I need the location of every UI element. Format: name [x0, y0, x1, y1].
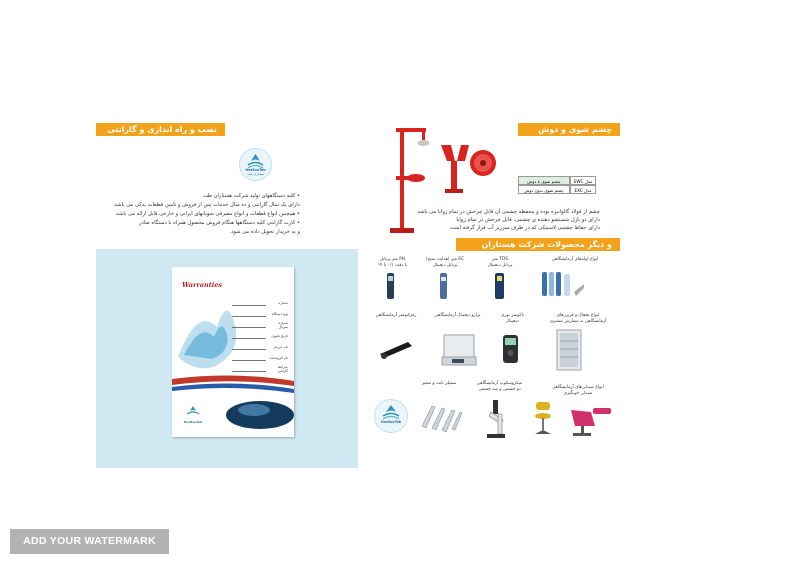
form-field-label: نام خریدار	[273, 344, 288, 349]
microscope-icon	[483, 398, 509, 440]
model-desc: چشم شوی بدون دوش	[518, 185, 570, 194]
company-logo-bottom	[374, 399, 408, 433]
ph-meter-icon	[380, 272, 402, 302]
warranty-card	[172, 267, 294, 437]
product-caption: EC متر (هدایت سنج)	[426, 257, 464, 262]
pipette-samplers-icon	[418, 402, 464, 434]
form-field	[232, 319, 288, 330]
description-line: دارای دو نازل شستشو دهنده ی چشمی، قابل چرخش در تمام زوایا	[456, 217, 600, 223]
water-drop-logo-icon	[375, 400, 407, 432]
watermark-badge: ADD YOUR WATERMARK	[10, 529, 169, 554]
model-code: مدل EWC	[570, 176, 596, 185]
logo-text: HezSooTeb	[380, 420, 402, 424]
form-field-label: شماره سریال	[278, 320, 288, 329]
product-caption: تاکومتر نوری	[501, 313, 524, 318]
product-caption: TDS متر	[491, 257, 508, 262]
tachometer-icon	[500, 333, 522, 365]
eye-wash-station-graphic	[439, 139, 497, 199]
card-logo-text: HezSooTeb	[183, 420, 203, 424]
card-logo	[180, 401, 206, 424]
warranty-line: • همچنین انواع قطعات و انواع مصرفی شویانهای ایرانی و خارجی قابل ارائه می باشد.	[114, 211, 300, 217]
logo-text: HezSooTeb	[245, 168, 266, 172]
model-row	[518, 185, 596, 194]
logo-subtext: هستاران طب	[247, 172, 264, 176]
products-banner: و دیگر محصولات شرکت هستاران طب	[456, 238, 620, 251]
warranty-card-title: Warranties	[182, 281, 222, 289]
warranty-line: دارای یک سال گارانتی و ده سال خدمات پس از فروش و تأمین قطعات یدکی می باشد.	[112, 202, 300, 208]
product-caption-sub: پرتابل دیجیتال	[487, 263, 513, 268]
description-line: دارای حفاظ چشمی لاستیکی که در ظرف سرریز آب قرار گرفته است	[450, 225, 600, 231]
lab-stool-icon	[532, 400, 554, 438]
product-caption-sub: دو چشمی و سه چشمی	[478, 387, 521, 392]
water-drop-logo-icon	[186, 406, 200, 416]
model-desc: چشم شوی با دوش	[518, 176, 570, 185]
warranty-form-fields	[232, 297, 288, 374]
test-tubes-icon	[540, 270, 586, 302]
product-caption: سمپلر ثابت و متغیر	[421, 381, 457, 386]
warranty-card-panel	[96, 249, 358, 468]
warranty-line: • کلیه دستگاههای تولید شرکت هستاران طب	[202, 193, 300, 199]
form-field	[232, 308, 288, 319]
model-code: مدل EXC	[570, 185, 596, 194]
product-caption-sub: پرتابل دیجیتال	[432, 263, 458, 268]
form-field	[232, 297, 288, 308]
product-caption: انواع لوله‌های آزمایشگاهی	[551, 257, 599, 262]
product-caption-sub: آزمایشگاهی به سفارش مشتری	[549, 319, 607, 324]
form-field-label: شماره	[278, 300, 288, 305]
form-field	[232, 352, 288, 363]
refractometer-icon	[378, 336, 414, 364]
blood-sampling-chair-icon	[567, 400, 617, 438]
product-caption: رفرکتومتر آزمایشگاهی	[375, 313, 417, 318]
form-field	[232, 363, 288, 374]
product-caption-sub: دیجیتال	[506, 319, 519, 324]
company-logo	[239, 148, 272, 181]
warranty-line: • کارت گارانتی کلیه دستگاهها هنگام فروش محصول همراه با دستگاه صادر	[138, 220, 300, 226]
product-caption: ترازو دیجیتال آزمایشگاهی	[434, 313, 481, 318]
product-caption: انواع یخچال و فریزرهای	[556, 313, 600, 318]
warranty-line: و به خریدار تحویل داده می شود.	[229, 229, 300, 235]
form-field	[232, 341, 288, 352]
form-field-label: تاریخ تحویل	[271, 333, 288, 338]
product-caption-sub: با دقت ۰/۱ تا ۱۴	[377, 263, 408, 268]
model-row	[518, 176, 596, 185]
model-table	[518, 176, 596, 194]
form-field-label: شرایط گارانتی	[277, 364, 288, 373]
ec-meter-icon	[433, 272, 455, 302]
product-caption: PH متر پرتابل	[379, 257, 406, 262]
product-caption: انواع صندلی‌های آزمایشگاهی	[552, 385, 604, 390]
product-caption: میکروسکوپ آزمایشگاهی	[476, 381, 523, 386]
form-field-label: نام فروشنده	[269, 355, 288, 360]
form-field-label: نوع دستگاه	[271, 311, 288, 316]
tds-meter-icon	[489, 272, 511, 302]
product-caption-sub: صندلی خونگیری	[563, 391, 593, 396]
right-section-banner: چشم شوی و دوش	[518, 123, 620, 136]
form-field	[232, 330, 288, 341]
left-section-banner: نصب و راه اندازی و گارانتی	[96, 123, 225, 136]
digital-balance-icon	[440, 333, 480, 367]
description-line: چشم از فولاد گالوانیزه بوده و محفظه چشمی آن قابل چرخش در تمام زوایا می باشد	[417, 209, 600, 215]
lab-fridge-icon	[555, 329, 585, 371]
